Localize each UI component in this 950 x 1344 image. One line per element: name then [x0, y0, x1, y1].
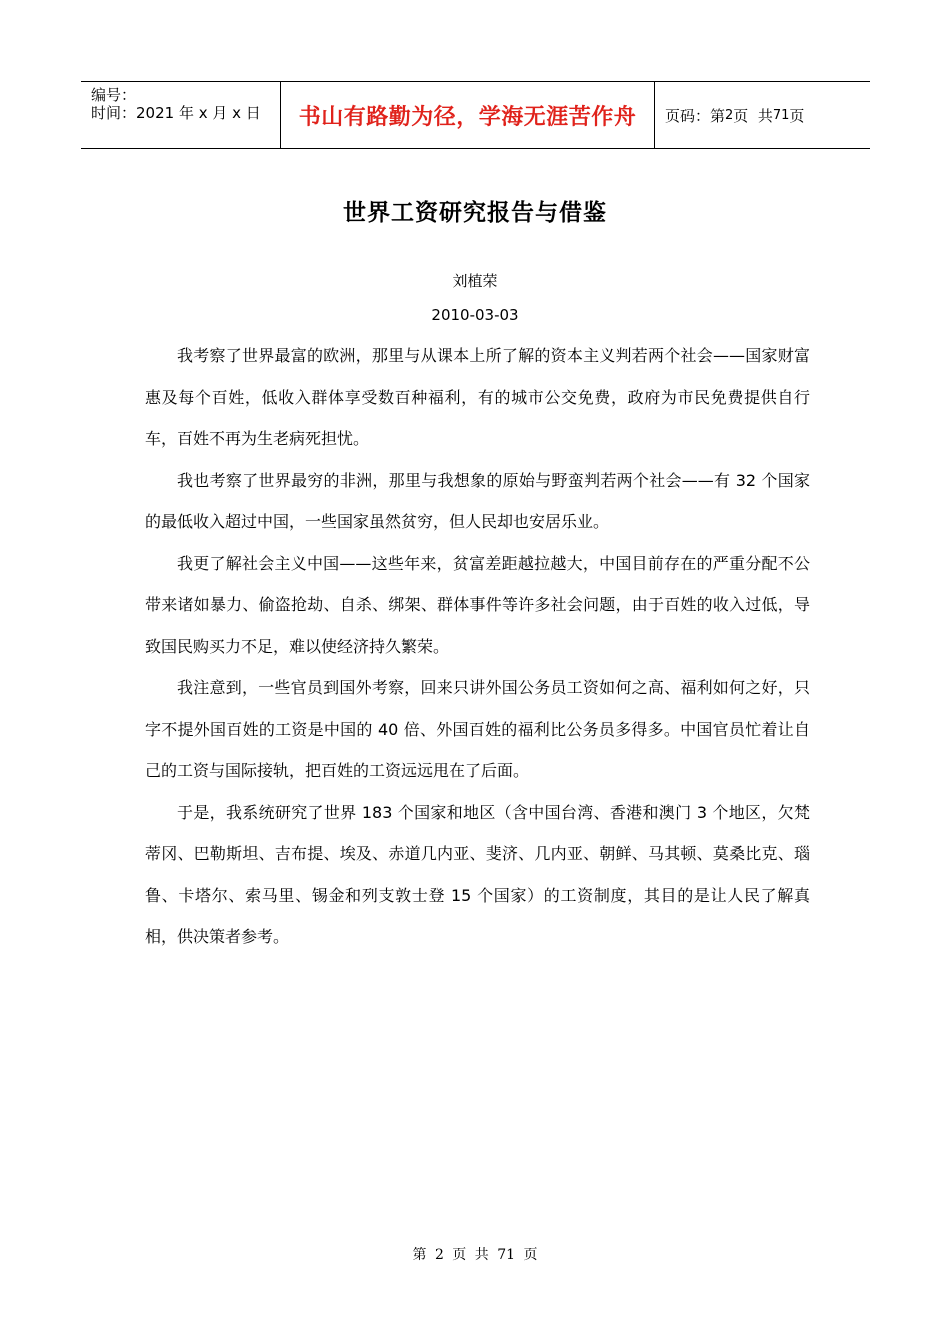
paragraph: 我也考察了世界最穷的非洲，那里与我想象的原始与野蛮判若两个社会——有 32 个国家的最低收入超过中国，一些国家虽然贫穷，但人民却也安居乐业。 [145, 470, 810, 531]
page-total: 71 [772, 107, 790, 123]
paragraph: 我注意到，一些官员到国外考察，回来只讲外国公务员工资如何之高、福利如何之好，只字不提外国百姓的工资是中国的 40 倍、外国百姓的福利比公务员多得多。中国官员忙着让自己的工资与国际接轨，把百姓的工资远远甩在了后面。 [145, 678, 810, 780]
header-meta-cell [81, 82, 281, 148]
header-motto: 书山有路勤为径，学海无涯苦作舟 [298, 104, 637, 130]
paragraph: 我更了解社会主义中国——这些年来，贫富差距越拉越大，中国目前存在的严重分配不公带来诸如暴力、偷盗抢劫、自杀、绑架、群体事件等许多社会问题，由于百姓的收入过低，导致国民购买力不足，难以使经济持久繁荣。 [145, 553, 810, 656]
paragraph: 于是，我系统研究了世界 183 个国家和地区（含中国台湾、香港和澳门 3 个地区，欠梵蒂冈、巴勒斯坦、吉布提、埃及、赤道几内亚、斐济、几内亚、朝鲜、马其顿、莫桑比克、瑙鲁、卡塔尔、索马里、锡金和列支敦士登 15 个国家）的工资制度，其目的是让人民了解真相，供决策者参考。 [145, 802, 810, 946]
page-footer: 第 2 页 共 71 页 [412, 1247, 538, 1263]
document-title: 世界工资研究报告与借鉴 [343, 200, 607, 226]
header-motto-cell [281, 82, 655, 148]
header-page-cell [655, 82, 870, 148]
page-header [81, 81, 870, 149]
page-current: 2 [725, 107, 734, 123]
document-number-label: 编号： [91, 86, 137, 104]
document-author: 刘植荣 [452, 272, 498, 290]
page-suffix: 页 [789, 106, 805, 125]
document-date: 2010-03-03 [431, 306, 519, 324]
document-time: 时间：2021 年 x 月 x 日 [91, 104, 261, 122]
paragraph: 我考察了世界最富的欧洲，那里与从课本上所了解的资本主义判若两个社会——国家财富惠及每个百姓，低收入群体享受数百种福利，有的城市公交免费，政府为市民免费提供自行车，百姓不再为生老病死担忧。 [145, 346, 810, 448]
document-body [145, 335, 810, 958]
page-prefix: 页码：第 [665, 106, 726, 125]
page-mid: 页 共 [733, 106, 773, 125]
